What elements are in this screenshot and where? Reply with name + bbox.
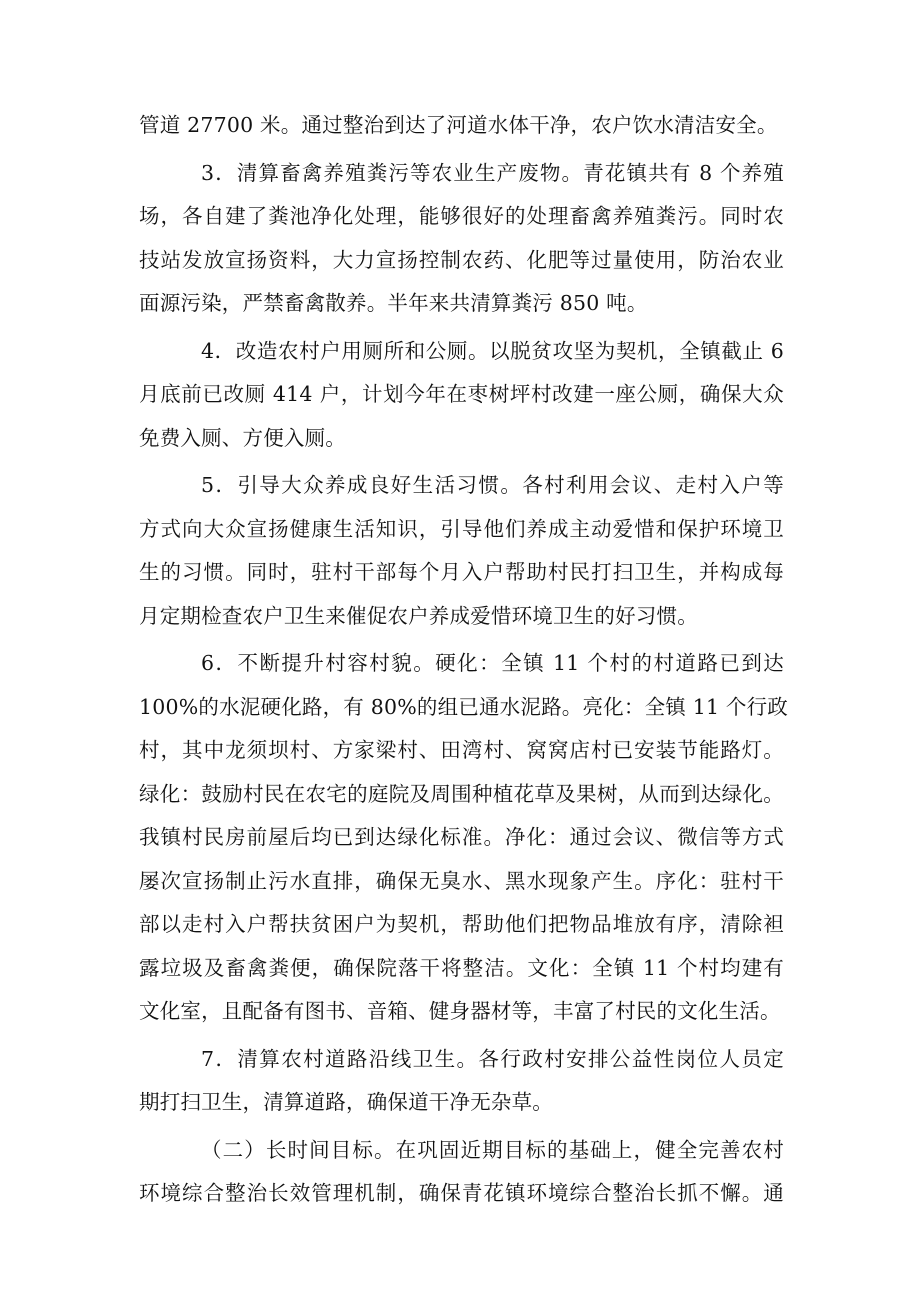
text-line: 场，各自建了粪池净化处理，能够很好的处理畜禽养殖粪污。同时农 (139, 204, 784, 228)
paragraph (139, 1129, 784, 1216)
text-line: 面源污染，严禁畜禽散养。半年来共清算粪污 850 吨。 (139, 291, 648, 315)
text-line: 4．改造农村户用厕所和公厕。以脱贫攻坚为契机，全镇截止 6 (201, 338, 784, 363)
text-line: 6．不断提升村容村貌。硬化：全镇 11 个村的村道路已到达 (201, 651, 784, 675)
text-line: 100%的水泥硬化路，有 80%的组已通水泥路。亮化：全镇 11 个行政 (139, 694, 789, 719)
text-line: 期打扫卫生，清算道路，确保道干净无杂草。 (139, 1090, 553, 1114)
text-line: 3．清算畜禽养殖粪污等农业生产废物。青花镇共有 8 个养殖 (201, 160, 784, 185)
text-line: 部以走村入户帮扶贫困户为契机，帮助他们把物品堆放有序，清除袒 (139, 912, 784, 936)
text-line: 月底前已改厕 414 户，计划今年在枣树坪村改建一座公厕，确保大众 (139, 382, 784, 406)
text-line: 我镇村民房前屋后均已到达绿化标准。净化：通过会议、微信等方式 (139, 825, 784, 849)
paragraph (139, 330, 784, 461)
text-line: 文化室，且配备有图书、音箱、健身器材等，丰富了村民的文化生活。 (139, 999, 781, 1023)
text-line: 村，其中龙须坝村、方家梁村、田湾村、窝窝店村已安装节能路灯。 (139, 738, 784, 762)
text-line: 露垃圾及畜禽粪便，确保院落干将整洁。文化：全镇 11 个村均建有 (139, 955, 784, 980)
text-line: 技站发放宣扬资料，大力宣扬控制农药、化肥等过量使用，防治农业 (139, 247, 784, 272)
paragraph (139, 464, 784, 638)
text-line: 环境综合整治长效管理机制，确保青花镇环境综合整治长抓不懈。通 (139, 1181, 784, 1205)
document-body (139, 104, 789, 1216)
text-line: 5．引导大众养成良好生活习惯。各村利用会议、走村入户等 (201, 473, 784, 497)
text-line: 生的习惯。同时，驻村干部每个月入户帮助村民打扫卫生，并构成每 (139, 560, 784, 584)
text-line: 绿化：鼓励村民在农宅的庭院及周围种植花草及果树，从而到达绿化。 (139, 781, 784, 806)
text-line: 方式向大众宣扬健康生活知识，引导他们养成主动爱惜和保护环境卫 (139, 516, 784, 541)
text-line: 7．清算农村道路沿线卫生。各行政村安排公益性岗位人员定 (201, 1046, 784, 1071)
text-line: （二）长时间目标。在巩固近期目标的基础上，健全完善农村 (201, 1137, 784, 1162)
text-line: 免费入厕、方便入厕。 (139, 425, 346, 450)
text-line: 月定期检查农户卫生来催促农户养成爱惜环境卫生的好习惯。 (139, 603, 698, 628)
paragraph (139, 104, 784, 148)
paragraph (139, 642, 789, 1034)
paragraph (139, 152, 784, 326)
paragraph (139, 1038, 784, 1125)
text-line: 屡次宣扬制止污水直排，确保无臭水、黑水现象产生。序化：驻村干 (139, 868, 784, 893)
text-line: 管道 27700 米。通过整治到达了河道水体干净，农户饮水清洁安全。 (139, 113, 778, 137)
